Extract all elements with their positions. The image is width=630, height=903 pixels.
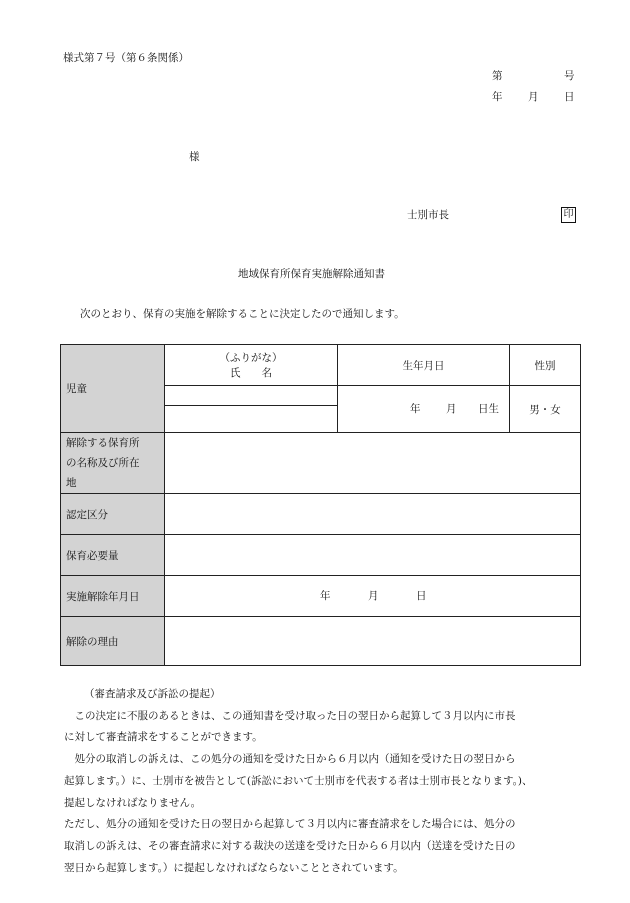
date-year: 年 [492, 91, 503, 103]
birth-year: 年 [410, 403, 421, 415]
addressee-suffix: 様 [189, 151, 200, 163]
amount-field[interactable] [165, 535, 581, 576]
furigana-field[interactable] [165, 386, 338, 406]
seal-mark: 印 [561, 207, 576, 223]
document-number-label: 第 [492, 70, 503, 82]
document-title: 地域保育所保育実施解除通知書 [238, 268, 385, 280]
category-label: 認定区分 [61, 494, 165, 535]
child-label: 児童 [61, 345, 165, 433]
cancel-day: 日 [416, 590, 427, 602]
name-field[interactable] [165, 406, 338, 433]
cancel-date-label: 実施解除年月日 [61, 576, 165, 617]
facility-label [61, 433, 165, 494]
appeal-notice [64, 684, 580, 879]
notice-line: に対して審査請求をすることができます。 [64, 731, 263, 744]
furigana-label: （ふりがな） [219, 352, 283, 364]
appeal-heading: （審査請求及び訴訟の提起） [84, 688, 221, 700]
amount-label: 保育必要量 [61, 535, 165, 576]
facility-field[interactable] [165, 433, 581, 494]
cancel-year: 年 [320, 590, 331, 602]
notice-line: ただし、処分の通知を受けた日の翌日から起算して３月以内に審査請求をした場合には、処分の [64, 818, 516, 831]
notice-line: 提起しなければなりません。 [64, 796, 202, 809]
cancel-month: 月 [368, 590, 379, 602]
document-number-suffix: 号 [564, 70, 575, 82]
sex-field[interactable]: 男・女 [510, 386, 581, 433]
facility-label-line-2: の名称及び所在 [66, 457, 140, 469]
birthdate-field[interactable] [338, 386, 510, 433]
birthdate-label: 生年月日 [338, 345, 510, 386]
notice-line: この決定に不服のあるときは、この通知書を受け取った日の翌日から起算して３月以内に市長 [64, 709, 516, 722]
birth-month: 月 [446, 403, 457, 415]
date-day: 日 [564, 91, 575, 103]
notice-line: 翌日から起算します。）に提起しなければならないこととされています。 [64, 861, 404, 874]
facility-label-line-1: 解除する保育所 [66, 437, 140, 449]
sex-label: 性別 [510, 345, 581, 386]
reason-field[interactable] [165, 617, 581, 666]
notice-line: 起算します。）に、士別市を被告として(訴訟において士別市を代表する者は士別市長となります。)、 [64, 774, 533, 787]
name-label: 氏 名 [230, 367, 272, 379]
issuer: 士別市長 [407, 209, 449, 221]
reason-label: 解除の理由 [61, 617, 165, 666]
facility-label-line-3: 地 [66, 477, 77, 489]
birth-day: 日生 [478, 403, 499, 415]
notice-form-table [60, 344, 581, 666]
category-field[interactable] [165, 494, 581, 535]
notice-line: 処分の取消しの訴えは、この処分の通知を受けた日から６月以内（通知を受けた日の翌日から [64, 753, 516, 766]
form-number: 様式第７号（第６条関係） [63, 52, 189, 64]
name-header [165, 345, 338, 386]
notice-line: 取消しの訴えは、その審査請求に対する裁決の送達を受けた日から６月以内（送達を受けた日の [64, 839, 516, 852]
intro-text: 次のとおり、保育の実施を解除することに決定したので通知します。 [80, 308, 405, 320]
cancel-date-field[interactable] [165, 576, 581, 617]
date-month: 月 [528, 91, 539, 103]
